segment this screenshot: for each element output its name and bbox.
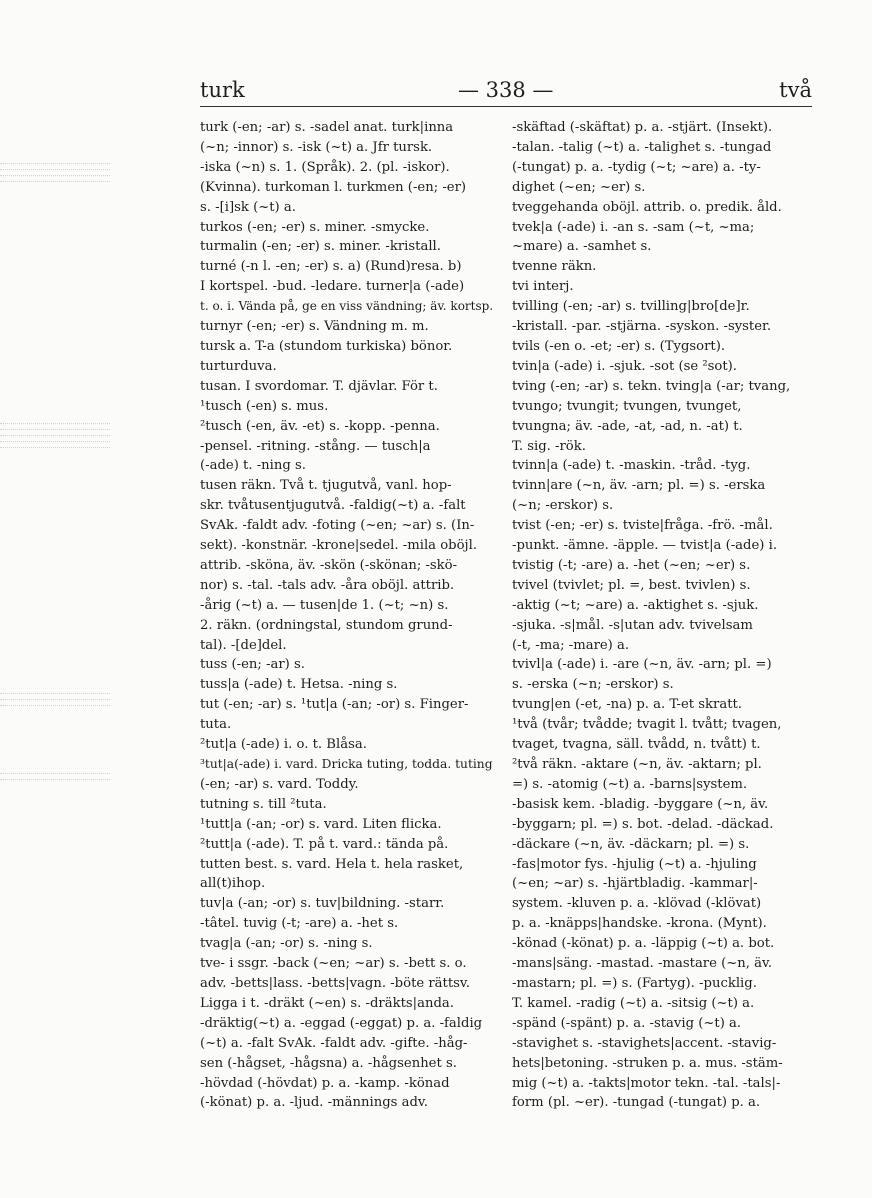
dictionary-line: (~n; -innor) s. -isk (~t) a. Jfr tursk. (200, 139, 433, 155)
dictionary-line: tvaget, tvagna, säll. tvådd, n. tvått) t. (512, 737, 761, 753)
dictionary-line: (~t) a. -falt SvAk. -faldt adv. -gifte. -håg- (200, 1035, 468, 1051)
bleed-through-mark (0, 420, 110, 453)
dictionary-line: sen (-hågset, -hågsna) a. -hågsenhet s. (200, 1055, 457, 1071)
dictionary-line: =) s. -atomig (~t) a. -barns|system. (512, 776, 748, 792)
dictionary-line: ¹tutt|a (-an; -or) s. vard. Liten flicka. (200, 816, 442, 832)
dictionary-line: -kristall. -par. -stjärna. -syskon. -syster. (512, 319, 772, 335)
dictionary-line: tal). -[de]del. (200, 637, 287, 653)
dictionary-line: turmalin (-en; -er) s. miner. -kristall. (200, 239, 441, 255)
dictionary-line: ²två räkn. -aktare (~n, äv. -aktarn; pl. (512, 757, 762, 772)
dictionary-line: tvils (-en o. -et; -er) s. (Tygsort). (512, 338, 726, 354)
dictionary-line: ²tut|a (-ade) i. o. t. Blåsa. (200, 737, 367, 753)
dictionary-line: tutning s. till ²tuta. (200, 796, 327, 812)
dictionary-line: -hövdad (-hövdat) p. a. -kamp. -könad (200, 1075, 450, 1091)
dictionary-line: form (pl. ~er). -tungad (-tungat) p. a. (512, 1095, 761, 1111)
dictionary-line: attrib. -sköna, äv. -skön (-skönan; -skö- (200, 557, 458, 573)
dictionary-line: tvag|a (-an; -or) s. -ning s. (200, 936, 373, 952)
dictionary-line: tusan. I svordomar. T. djävlar. För t. (200, 378, 438, 394)
dictionary-line: turk (-en; -ar) s. -sadel anat. turk|inna (200, 120, 454, 135)
dictionary-line: (-ade) t. -ning s. (200, 458, 306, 474)
dictionary-line: tvenne räkn. (512, 259, 597, 275)
dictionary-line: ²tutt|a (-ade). T. på t. vard.: tända på. (200, 836, 449, 852)
dictionary-line: ³tut|a(-ade) i. vard. Dricka tuting, todda. tuting (200, 757, 493, 771)
dictionary-line: turnyr (-en; -er) s. Vändning m. m. (200, 319, 429, 335)
dictionary-line: tvilling (-en; -ar) s. tvilling|bro[de]r. (512, 299, 750, 315)
header-first-word: turk (200, 78, 245, 102)
dictionary-line: (-tungat) p. a. -tydig (~t; ~are) a. -ty- (512, 159, 761, 175)
dictionary-line: tursk a. T-a (stundom turkiska) bönor. (200, 338, 453, 354)
dictionary-line: tutten best. s. vard. Hela t. hela rasket, (200, 856, 464, 872)
dictionary-line: -mans|säng. -mastad. -mastare (~n, äv. (512, 956, 773, 972)
dictionary-line: -dräktig(~t) a. -eggad (-eggat) p. a. -faldig (200, 1015, 483, 1031)
dictionary-line: s. -erska (~n; -erskor) s. (512, 677, 674, 693)
dictionary-line: SvAk. -faldt adv. -foting (~en; ~ar) s. (In- (200, 518, 475, 534)
dictionary-line: system. -kluven p. a. -klövad (-klövat) (512, 896, 762, 912)
dictionary-line: turturduva. (200, 358, 277, 374)
dictionary-line: tut (-en; -ar) s. ¹tut|a (-an; -or) s. Finger- (200, 697, 469, 713)
dictionary-line: tve- i ssgr. -back (~en; ~ar) s. -bett s. o. (200, 956, 467, 972)
dictionary-line: tvist (-en; -er) s. tviste|fråga. -frö. -mål. (512, 518, 773, 534)
dictionary-line: -punkt. -ämne. -äpple. — tvist|a (-ade) i. (512, 538, 778, 554)
dictionary-line: ²tusch (-en, äv. -et) s. -kopp. -penna. (200, 418, 440, 434)
dictionary-line: -däckare (~n, äv. -däckarn; pl. =) s. (512, 836, 750, 852)
dictionary-line: tuss (-en; -ar) s. (200, 657, 305, 673)
dictionary-line: p. a. -knäpps|handske. -krona. (Mynt). (512, 916, 767, 932)
dictionary-line: -spänd (-spänt) p. a. -stavig (~t) a. (512, 1015, 742, 1031)
dictionary-line: turné (-n l. -en; -er) s. a) (Rund)resa. b) (200, 259, 462, 275)
dictionary-column-left (200, 118, 496, 1113)
dictionary-line: -iska (~n) s. 1. (Språk). 2. (pl. -iskor). (200, 159, 450, 175)
dictionary-line: -fas|motor fys. -hjulig (~t) a. -hjuling (512, 856, 757, 872)
dictionary-line: 2. räkn. (ordningstal, stundom grund- (200, 617, 453, 633)
dictionary-line: tvistig (-t; -are) a. -het (~en; ~er) s. (512, 557, 751, 573)
running-header (200, 78, 812, 104)
dictionary-line: tuss|a (-ade) t. Hetsa. -ning s. (200, 677, 398, 693)
dictionary-line: ¹tusch (-en) s. mus. (200, 398, 329, 414)
dictionary-line: (-en; -ar) s. vard. Toddy. (200, 776, 359, 792)
dictionary-line: -sjuka. -s|mål. -s|utan adv. tvivelsam (512, 617, 753, 633)
dictionary-line: T. sig. -rök. (512, 438, 586, 454)
dictionary-line: s. -[i]sk (~t) a. (200, 199, 296, 215)
dictionary-column-right (512, 118, 808, 1113)
dictionary-line: T. kamel. -radig (~t) a. -sitsig (~t) a. (512, 995, 755, 1011)
dictionary-line: (~en; ~ar) s. -hjärtbladig. -kammar|- (512, 876, 758, 892)
dictionary-line: tvinn|are (~n, äv. -arn; pl. =) s. -erska (512, 478, 766, 494)
dictionary-line: tvungna; äv. -ade, -at, -ad, n. -at) t. (512, 418, 743, 434)
dictionary-line: all(t)ihop. (200, 876, 266, 892)
dictionary-line: (~n; -erskor) s. (512, 498, 614, 514)
dictionary-line: tuv|a (-an; -or) s. tuv|bildning. -starr. (200, 896, 445, 912)
dictionary-line: tveggehanda oböjl. attrib. o. predik. åld. (512, 199, 782, 215)
dictionary-line: -årig (~t) a. — tusen|de 1. (~t; ~n) s. (200, 597, 449, 613)
dictionary-line: skr. tvåtusentjugutvå. -faldig(~t) a. -falt (200, 498, 466, 514)
dictionary-line: t. o. i. Vända på, ge en viss vändning; äv. kortsp. (200, 299, 494, 314)
dictionary-line: tvinn|a (-ade) t. -maskin. -tråd. -tyg. (512, 458, 751, 474)
dictionary-line: -skäftad (-skäftat) p. a. -stjärt. (Insekt). (512, 120, 773, 135)
dictionary-line: tvek|a (-ade) i. -an s. -sam (~t, ~ma; (512, 219, 755, 235)
dictionary-line: tvin|a (-ade) i. -sjuk. -sot (se ²sot). (512, 358, 737, 374)
dictionary-line: tvung|en (-et, -na) p. a. T-et skratt. (512, 697, 742, 713)
dictionary-line: tvivl|a (-ade) i. -are (~n, äv. -arn; pl. =) (512, 657, 772, 673)
dictionary-line: adv. -betts|lass. -betts|vagn. -böte rättsv. (200, 975, 470, 991)
dictionary-line: (-könat) p. a. -ljud. -männings adv. (200, 1095, 428, 1111)
dictionary-line: tvivel (tvivlet; pl. =, best. tvivlen) s. (512, 577, 751, 593)
dictionary-line: Ligga i t. -dräkt (~en) s. -dräkts|anda. (200, 995, 454, 1011)
bleed-through-mark (0, 160, 110, 187)
bleed-through-mark (0, 690, 110, 711)
dictionary-line: -basisk kem. -bladig. -byggare (~n, äv. (512, 796, 769, 812)
dictionary-line: -talan. -talig (~t) a. -talighet s. -tungad (512, 139, 772, 155)
dictionary-line: mig (~t) a. -takts|motor tekn. -tal. -tals|- (512, 1075, 781, 1091)
dictionary-line: -pensel. -ritning. -stång. — tusch|a (200, 438, 431, 454)
dictionary-line: tusen räkn. Två t. tjugutvå, vanl. hop- (200, 478, 452, 494)
dictionary-line: nor) s. -tal. -tals adv. -åra oböjl. attrib. (200, 577, 455, 593)
dictionary-line: -stavighet s. -stavighets|accent. -stavig- (512, 1035, 777, 1051)
dictionary-line: hets|betoning. -struken p. a. mus. -stäm- (512, 1055, 783, 1071)
dictionary-line: tuta. (200, 717, 232, 733)
dictionary-line: tvi interj. (512, 279, 574, 295)
dictionary-line: sekt). -konstnär. -krone|sedel. -mila oböjl. (200, 538, 478, 554)
dictionary-line: turkos (-en; -er) s. miner. -smycke. (200, 219, 430, 235)
dictionary-line: tvungo; tvungit; tvungen, tvunget, (512, 398, 742, 414)
dictionary-line: -tâtel. tuvig (-t; -are) a. -het s. (200, 916, 399, 932)
dictionary-line: -byggarn; pl. =) s. bot. -delad. -däckad. (512, 816, 774, 832)
dictionary-line: -aktig (~t; ~are) a. -aktighet s. -sjuk. (512, 597, 759, 613)
dictionary-line: -könad (-könat) p. a. -läppig (~t) a. bot. (512, 936, 775, 952)
page-number: — 338 — (458, 78, 554, 102)
dictionary-line: ¹två (tvår; tvådde; tvagit l. tvått; tvagen, (512, 717, 782, 733)
dictionary-line: dighet (~en; ~er) s. (512, 179, 646, 195)
dictionary-line: tving (-en; -ar) s. tekn. tving|a (-ar; tvang, (512, 378, 791, 394)
dictionary-line: -mastarn; pl. =) s. (Fartyg). -pucklig. (512, 975, 757, 991)
bleed-through-mark (0, 770, 110, 785)
dictionary-line: (-t, -ma; -mare) a. (512, 637, 630, 653)
header-rule (200, 106, 812, 107)
dictionary-line: (Kvinna). turkoman l. turkmen (-en; -er) (200, 179, 467, 195)
dictionary-line: ~mare) a. -samhet s. (512, 239, 652, 255)
header-last-word: två (779, 78, 812, 102)
dictionary-line: I kortspel. -bud. -ledare. turner|a (-ade) (200, 279, 465, 295)
